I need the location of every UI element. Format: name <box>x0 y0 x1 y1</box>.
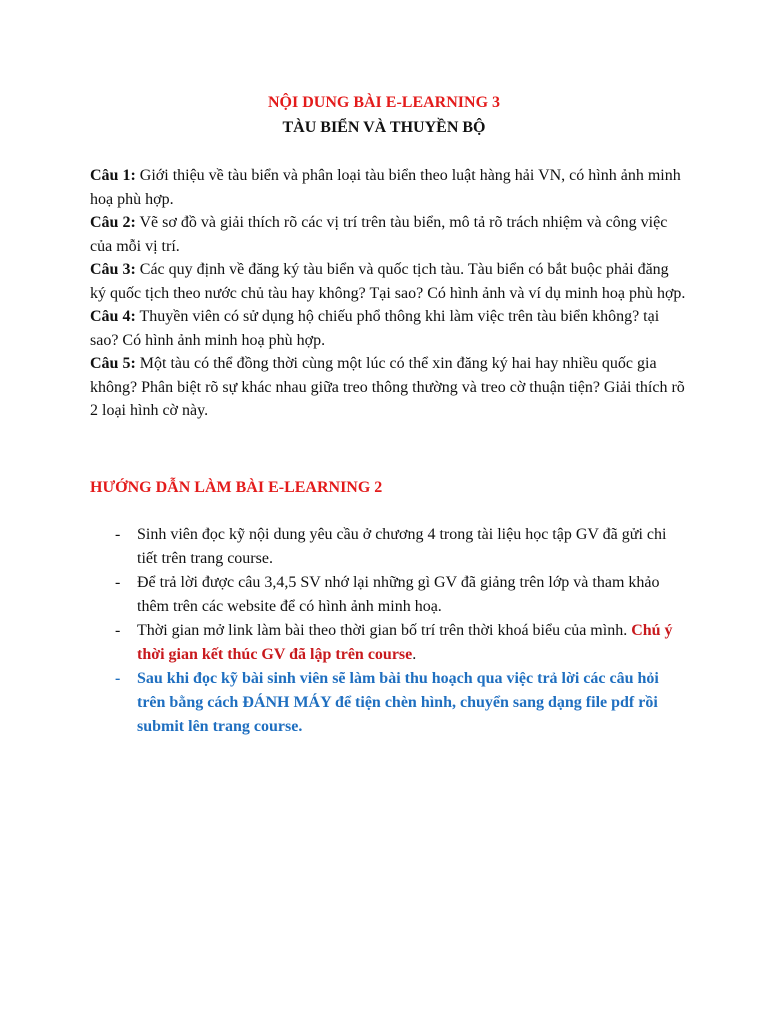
bullet-dash: - <box>115 574 121 591</box>
question-label: Câu 5: <box>90 355 136 372</box>
question-1 <box>90 164 686 211</box>
guide-item-2 <box>90 571 686 619</box>
document-title: NỘI DUNG BÀI E-LEARNING 3 <box>267 94 501 111</box>
question-text: Thuyền viên có sử dụng hộ chiếu phổ thông khi làm việc trên tàu biển không? tại sao? Có hình ảnh minh hoạ phù hợp. <box>90 308 660 349</box>
guide-item-text: Để trả lời được câu 3,4,5 SV nhớ lại những gì GV đã giảng trên lớp và tham khảo thêm trên các website để có hình ảnh minh hoạ. <box>137 574 660 615</box>
question-text: Vẽ sơ đồ và giải thích rõ các vị trí trên tàu biển, mô tả rõ trách nhiệm và công việc của mỗi vị trí. <box>90 214 668 255</box>
question-label: Câu 4: <box>90 308 136 325</box>
question-text: Một tàu có thể đồng thời cùng một lúc có thể xin đăng ký hai hay nhiều quốc gia không? Phân biệt rõ sự khác nhau giữa treo thông thường và treo cờ thuận tiện? Giải thích rõ 2 loại hình cờ này. <box>90 355 685 419</box>
question-2 <box>90 211 686 258</box>
bullet-dash: - <box>115 670 121 687</box>
guide-item-tail: . <box>412 646 417 663</box>
guide-item-4 <box>90 667 686 739</box>
question-list <box>90 164 686 423</box>
question-label: Câu 1: <box>90 167 136 184</box>
document-subtitle: TÀU BIỂN VÀ THUYỀN BỘ <box>282 119 486 136</box>
guide-item-3 <box>90 619 686 667</box>
guide-item-text: Sinh viên đọc kỹ nội dung yêu cầu ở chương 4 trong tài liệu học tập GV đã gửi chi tiết trên trang course. <box>137 526 667 567</box>
question-text: Giới thiệu về tàu biển và phân loại tàu biển theo luật hàng hải VN, có hình ảnh minh hoạ phù hợp. <box>90 167 681 208</box>
deadline-note: Chú ý thời gian kết thúc GV đã lập trên course <box>137 622 673 663</box>
guide-title: HƯỚNG DẪN LÀM BÀI E-LEARNING 2 <box>90 479 383 496</box>
bullet-dash: - <box>115 622 121 639</box>
guide-item-text: Thời gian mở link làm bài theo thời gian bố trí trên thời khoá biểu của mình. <box>137 622 628 639</box>
question-text: Các quy định về đăng ký tàu biển và quốc tịch tàu. Tàu biển có bắt buộc phải đăng ký quốc tịch theo nước chủ tàu hay không? Tại sao? Có hình ảnh và ví dụ minh hoạ phù hợp. <box>90 261 686 302</box>
question-label: Câu 3: <box>90 261 136 278</box>
question-4 <box>90 305 686 352</box>
guide-item-1 <box>90 523 686 571</box>
guide-item-text: Sau khi đọc kỹ bài sinh viên sẽ làm bài thu hoạch qua việc trả lời các câu hỏi trên bằng cách ĐÁNH MÁY để tiện chèn hình, chuyển sang dạng file pdf rồi submit lên trang course. <box>137 670 659 735</box>
question-5 <box>90 352 686 423</box>
guide-list <box>90 523 686 739</box>
question-label: Câu 2: <box>90 214 136 231</box>
bullet-dash: - <box>115 526 121 543</box>
question-3 <box>90 258 686 305</box>
